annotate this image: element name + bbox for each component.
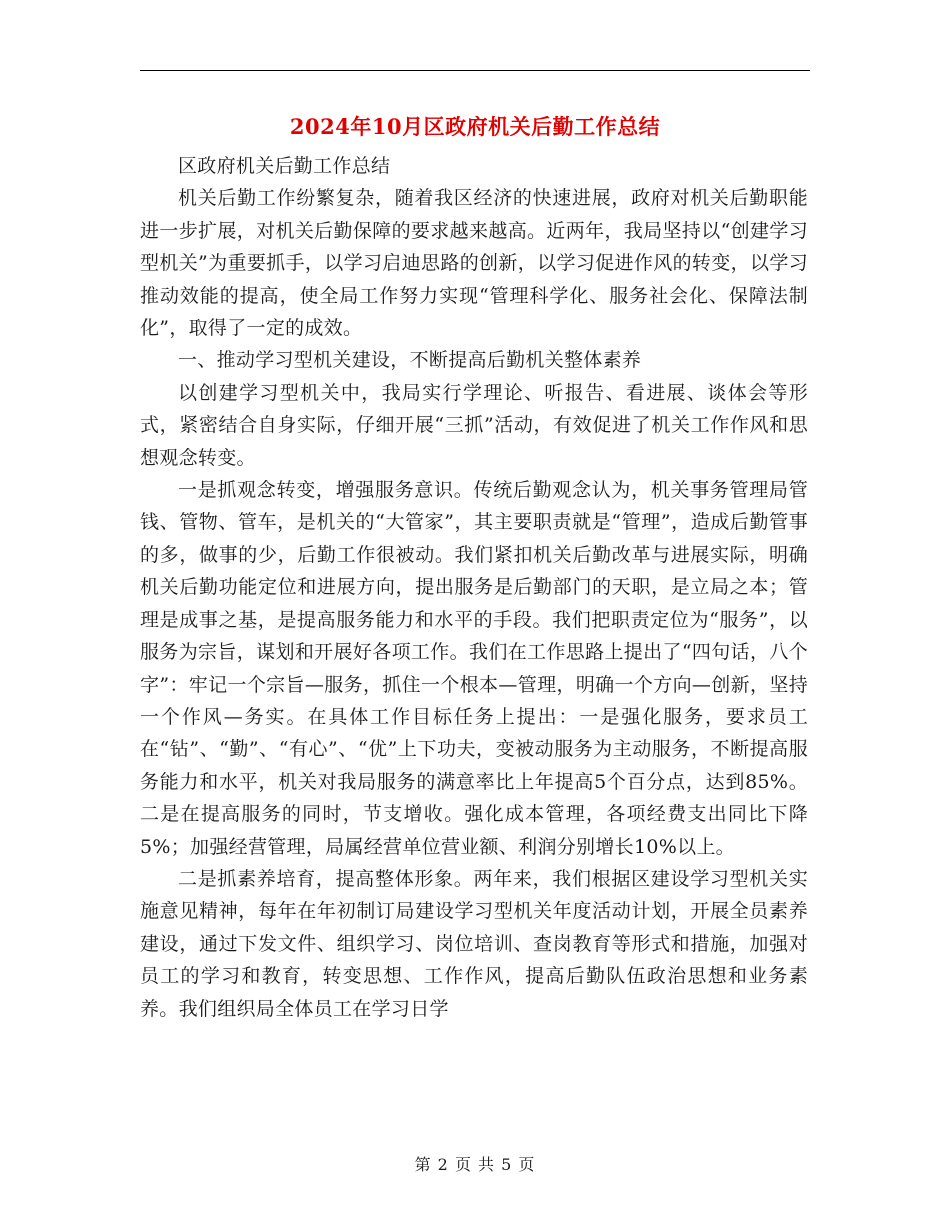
page-footer: 第 2 页 共 5 页	[414, 1155, 536, 1174]
body-paragraph: 以创建学习型机关中，我局实行学理论、听报告、看进展、谈体会等形式，紧密结合自身实际，仔细开展“三抓”活动，有效促进了机关工作作风和思想观念转变。	[140, 381, 808, 469]
section-heading: 一、推动学习型机关建设，不断提高后勤机关整体素养	[178, 349, 642, 372]
document-title: 2024年10月区政府机关后勤工作总结	[289, 114, 661, 139]
document-body	[140, 150, 808, 1025]
intro-paragraph: 机关后勤工作纷繁复杂，随着我区经济的快速进展，政府对机关后勤职能进一步扩展，对机关后勤保障的要求越来越高。近两年，我局坚持以“创建学习型机关”为重要抓手，以学习启迪思路的创新，以学习促进作风的转变，以学习推动效能的提高，使全局工作努力实现“管理科学化、服务社会化、保障法制化”，取得了一定的成效。	[140, 187, 808, 340]
header-rule	[140, 70, 810, 71]
body-paragraph: 一是抓观念转变，增强服务意识。传统后勤观念认为，机关事务管理局管钱、管物、管车，是机关的“大管家”，其主要职责就是“管理”，造成后勤管事的多，做事的少，后勤工作很被动。我们紧扣机关后勤改革与进展实际，明确机关后勤功能定位和进展方向，提出服务是后勤部门的天职，是立局之本；管理是成事之基，是提高服务能力和水平的手段。我们把职责定位为“服务”，以服务为宗旨，谋划和开展好各项工作。我们在工作思路上提出了“四句话，八个字”：牢记一个宗旨—服务，抓住一个根本—管理，明确一个方向—创新，坚持一个作风—务实。在具体工作目标任务上提出：一是强化服务，要求员工在“钻”、“勤”、“有心”、“优”上下功夫，变被动服务为主动服务，不断提高服务能力和水平，机关对我局服务的满意率比上年提高5个百分点，达到85%。二是在提高服务的同时，节支增收。强化成本管理，各项经费支出同比下降5%；加强经营管理，局属经营单位营业额、利润分别增长10%以上。	[140, 479, 808, 858]
subtitle-paragraph: 区政府机关后勤工作总结	[178, 155, 391, 177]
body-paragraph: 二是抓素养培育，提高整体形象。两年来，我们根据区建设学习型机关实施意见精神，每年在年初制订局建设学习型机关年度活动计划，开展全员素养建设，通过下发文件、组织学习、岗位培训、查岗教育等形式和措施，加强对员工的学习和教育，转变思想、工作作风，提高后勤队伍政治思想和业务素养。我们组织局全体员工在学习日学	[140, 867, 808, 1020]
